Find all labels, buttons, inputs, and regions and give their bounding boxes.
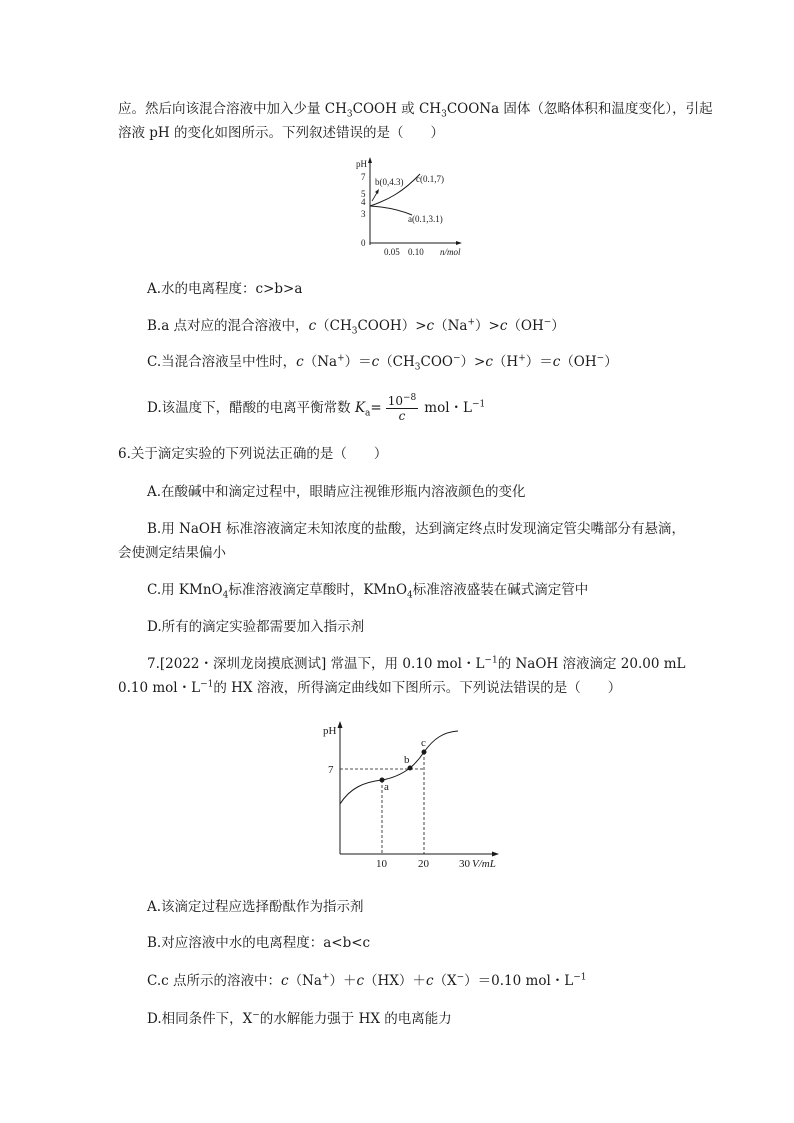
conc-symbol: c: [426, 318, 435, 334]
x-tick-20: 20: [418, 858, 429, 870]
superscript: +: [337, 353, 345, 364]
conc-symbol: c: [371, 354, 380, 370]
k-symbol: K: [354, 400, 366, 416]
text: （X: [433, 973, 457, 989]
text: COOH）>: [357, 318, 427, 334]
q5-option-b: [147, 317, 565, 335]
text: ）＝0.10 mol・L: [464, 973, 574, 989]
text: 的 HX 溶液，所得滴定曲线如下图所示。下列说法错误的是（ ）: [213, 680, 622, 696]
superscript: −1: [484, 655, 498, 666]
superscript: −: [596, 353, 605, 364]
conc-symbol: c: [425, 973, 434, 989]
text: （Na: [288, 973, 322, 989]
superscript: −8: [403, 393, 417, 403]
superscript: +: [467, 317, 476, 328]
q7-option-a: A.该滴定过程应选择酚酞作为指示剂: [147, 899, 364, 915]
text: ）>: [475, 318, 500, 334]
x-tick-0.05: 0.05: [384, 247, 400, 257]
y-tick-7: 7: [361, 172, 366, 182]
y-axis-arrow-icon: [368, 157, 372, 163]
text: ）＋: [329, 973, 357, 989]
y-tick-0: 0: [361, 238, 366, 248]
num-base: 10: [387, 394, 403, 408]
unit: mol・L: [424, 400, 472, 416]
y-axis-label: pH: [356, 159, 367, 169]
text: （Na: [303, 354, 338, 370]
superscript: −: [453, 353, 461, 364]
text: （CH: [379, 354, 415, 370]
x-axis-label: V/mL: [472, 858, 496, 870]
x-axis-arrow-icon: [492, 852, 499, 857]
y-tick-3: 3: [361, 209, 366, 219]
q5-option-a: A.水的电离程度：c>b>a: [147, 281, 303, 297]
text: 0.10 mol・L: [118, 680, 201, 696]
subscript: 3: [414, 362, 421, 373]
point-b: [408, 766, 413, 771]
denominator: c: [398, 409, 406, 423]
q6-option-b-line2: 会使测定结果偏小: [118, 545, 226, 561]
y-tick-5: 5: [361, 189, 366, 199]
superscript: +: [518, 353, 526, 364]
q6-option-c: [147, 581, 588, 599]
text: ）: [551, 318, 565, 334]
label-a: a(0.1,3.1): [408, 214, 443, 224]
intro-line-1: [118, 100, 713, 118]
subscript: 3: [351, 326, 358, 337]
x-tick-30: 30: [459, 858, 470, 870]
text: （OH: [560, 354, 597, 370]
text: 标准溶液盛装在碱式滴定管中: [412, 582, 589, 598]
superscript: −: [456, 972, 465, 983]
point-c: [422, 750, 427, 755]
text: C.用 KMnO: [147, 582, 223, 598]
superscript: −: [543, 317, 552, 328]
superscript: +: [321, 972, 330, 983]
y-axis-arrow-icon: [338, 721, 343, 728]
q5-option-d: [147, 393, 485, 423]
ph-vs-n-graph: [348, 155, 478, 260]
text: （HX）＋: [364, 973, 426, 989]
conc-symbol: c: [296, 354, 304, 370]
superscript: −: [252, 1010, 260, 1021]
text: 的水解能力强于 HX 的电离能力: [259, 1011, 452, 1027]
x-tick-10: 10: [376, 858, 387, 870]
text: ）: [604, 354, 618, 370]
y-tick-7: 7: [328, 764, 334, 776]
conc-symbol: c: [356, 973, 365, 989]
text: 7.[2022・深圳龙岗摸底测试] 常温下，用 0.10 mol・L: [147, 656, 485, 672]
superscript: −1: [472, 399, 486, 410]
superscript: −1: [200, 679, 214, 690]
fraction: [386, 394, 419, 423]
arrow-head-b-icon: [375, 189, 379, 194]
text: ）>: [460, 354, 486, 370]
x-axis-label: n/mol: [440, 247, 461, 257]
subscript: 3: [441, 109, 447, 120]
text: D.相同条件下，X: [147, 1011, 253, 1027]
q7-option-d: [147, 1010, 452, 1028]
text: （H: [492, 354, 519, 370]
text: 标准溶液滴定草酸时，KMnO: [228, 582, 408, 598]
conc-symbol: c: [281, 973, 289, 989]
x-tick-0.10: 0.10: [408, 247, 424, 257]
numerator: [386, 394, 419, 409]
conc-symbol: c: [308, 318, 317, 334]
subscript: 4: [407, 590, 413, 601]
intro-text-a: 应。然后向该混合溶液中加入少量 CH: [118, 101, 347, 117]
superscript: −1: [573, 972, 587, 983]
titration-curve: [340, 731, 458, 804]
text: C.c 点所示的溶液中：: [147, 973, 281, 989]
titration-curve-graph: [318, 718, 508, 870]
label-c: c: [421, 737, 426, 749]
q7-stem-line1: [147, 655, 685, 673]
text: ）＝: [525, 354, 553, 370]
subscript: 3: [346, 109, 353, 120]
q5-option-c: [147, 353, 618, 371]
q6-option-d: D.所有的滴定实验都需要加入指示剂: [147, 619, 365, 635]
label-b: b: [404, 754, 410, 766]
conc-symbol: c: [485, 354, 493, 370]
text: COO: [420, 354, 453, 370]
x-axis-arrow-icon: [456, 241, 462, 245]
curve-down: [370, 206, 412, 215]
y-axis-label: pH: [323, 725, 337, 737]
q7-option-b: B.对应溶液中水的电离程度：a<b<c: [147, 935, 371, 951]
subscript: a: [365, 408, 371, 419]
text: ）＝: [344, 354, 372, 370]
text: C.当混合溶液呈中性时，: [147, 354, 297, 370]
conc-symbol: c: [499, 318, 508, 334]
intro-text-c: COONa 固体（忽略体积和温度变化），引起: [446, 101, 713, 117]
text: （Na: [434, 318, 468, 334]
label-a: a: [384, 781, 389, 793]
q6-option-a: A.在酸碱中和滴定过程中，眼睛应注视锥形瓶内溶液颜色的变化: [147, 484, 526, 500]
text: （CH: [316, 318, 352, 334]
equals: =: [370, 400, 382, 416]
q7-stem-line2: [118, 679, 621, 697]
q7-option-c: [147, 972, 587, 990]
subscript: 4: [222, 590, 229, 601]
text: D.该温度下，醋酸的电离平衡常数: [147, 400, 355, 416]
text: B.a 点对应的混合溶液中，: [147, 318, 309, 334]
label-c: c(0.1,7): [416, 174, 444, 184]
label-b: b(0,4.3): [375, 177, 404, 187]
y-tick-4: 4: [361, 197, 366, 207]
text: 的 NaOH 溶液滴定 20.00 mL: [497, 656, 686, 672]
text: （OH: [507, 318, 544, 334]
conc-symbol: c: [552, 354, 561, 370]
q6-stem: 6.关于滴定实验的下列说法正确的是（ ）: [118, 446, 388, 462]
intro-line-2: 溶液 pH 的变化如图所示。下列叙述错误的是（ ）: [118, 125, 444, 141]
intro-text-b: COOH 或 CH: [352, 101, 442, 117]
q6-option-b-line1: B.用 NaOH 标准溶液滴定未知浓度的盐酸，达到滴定终点时发现滴定管尖嘴部分有悬滴，: [147, 521, 685, 537]
